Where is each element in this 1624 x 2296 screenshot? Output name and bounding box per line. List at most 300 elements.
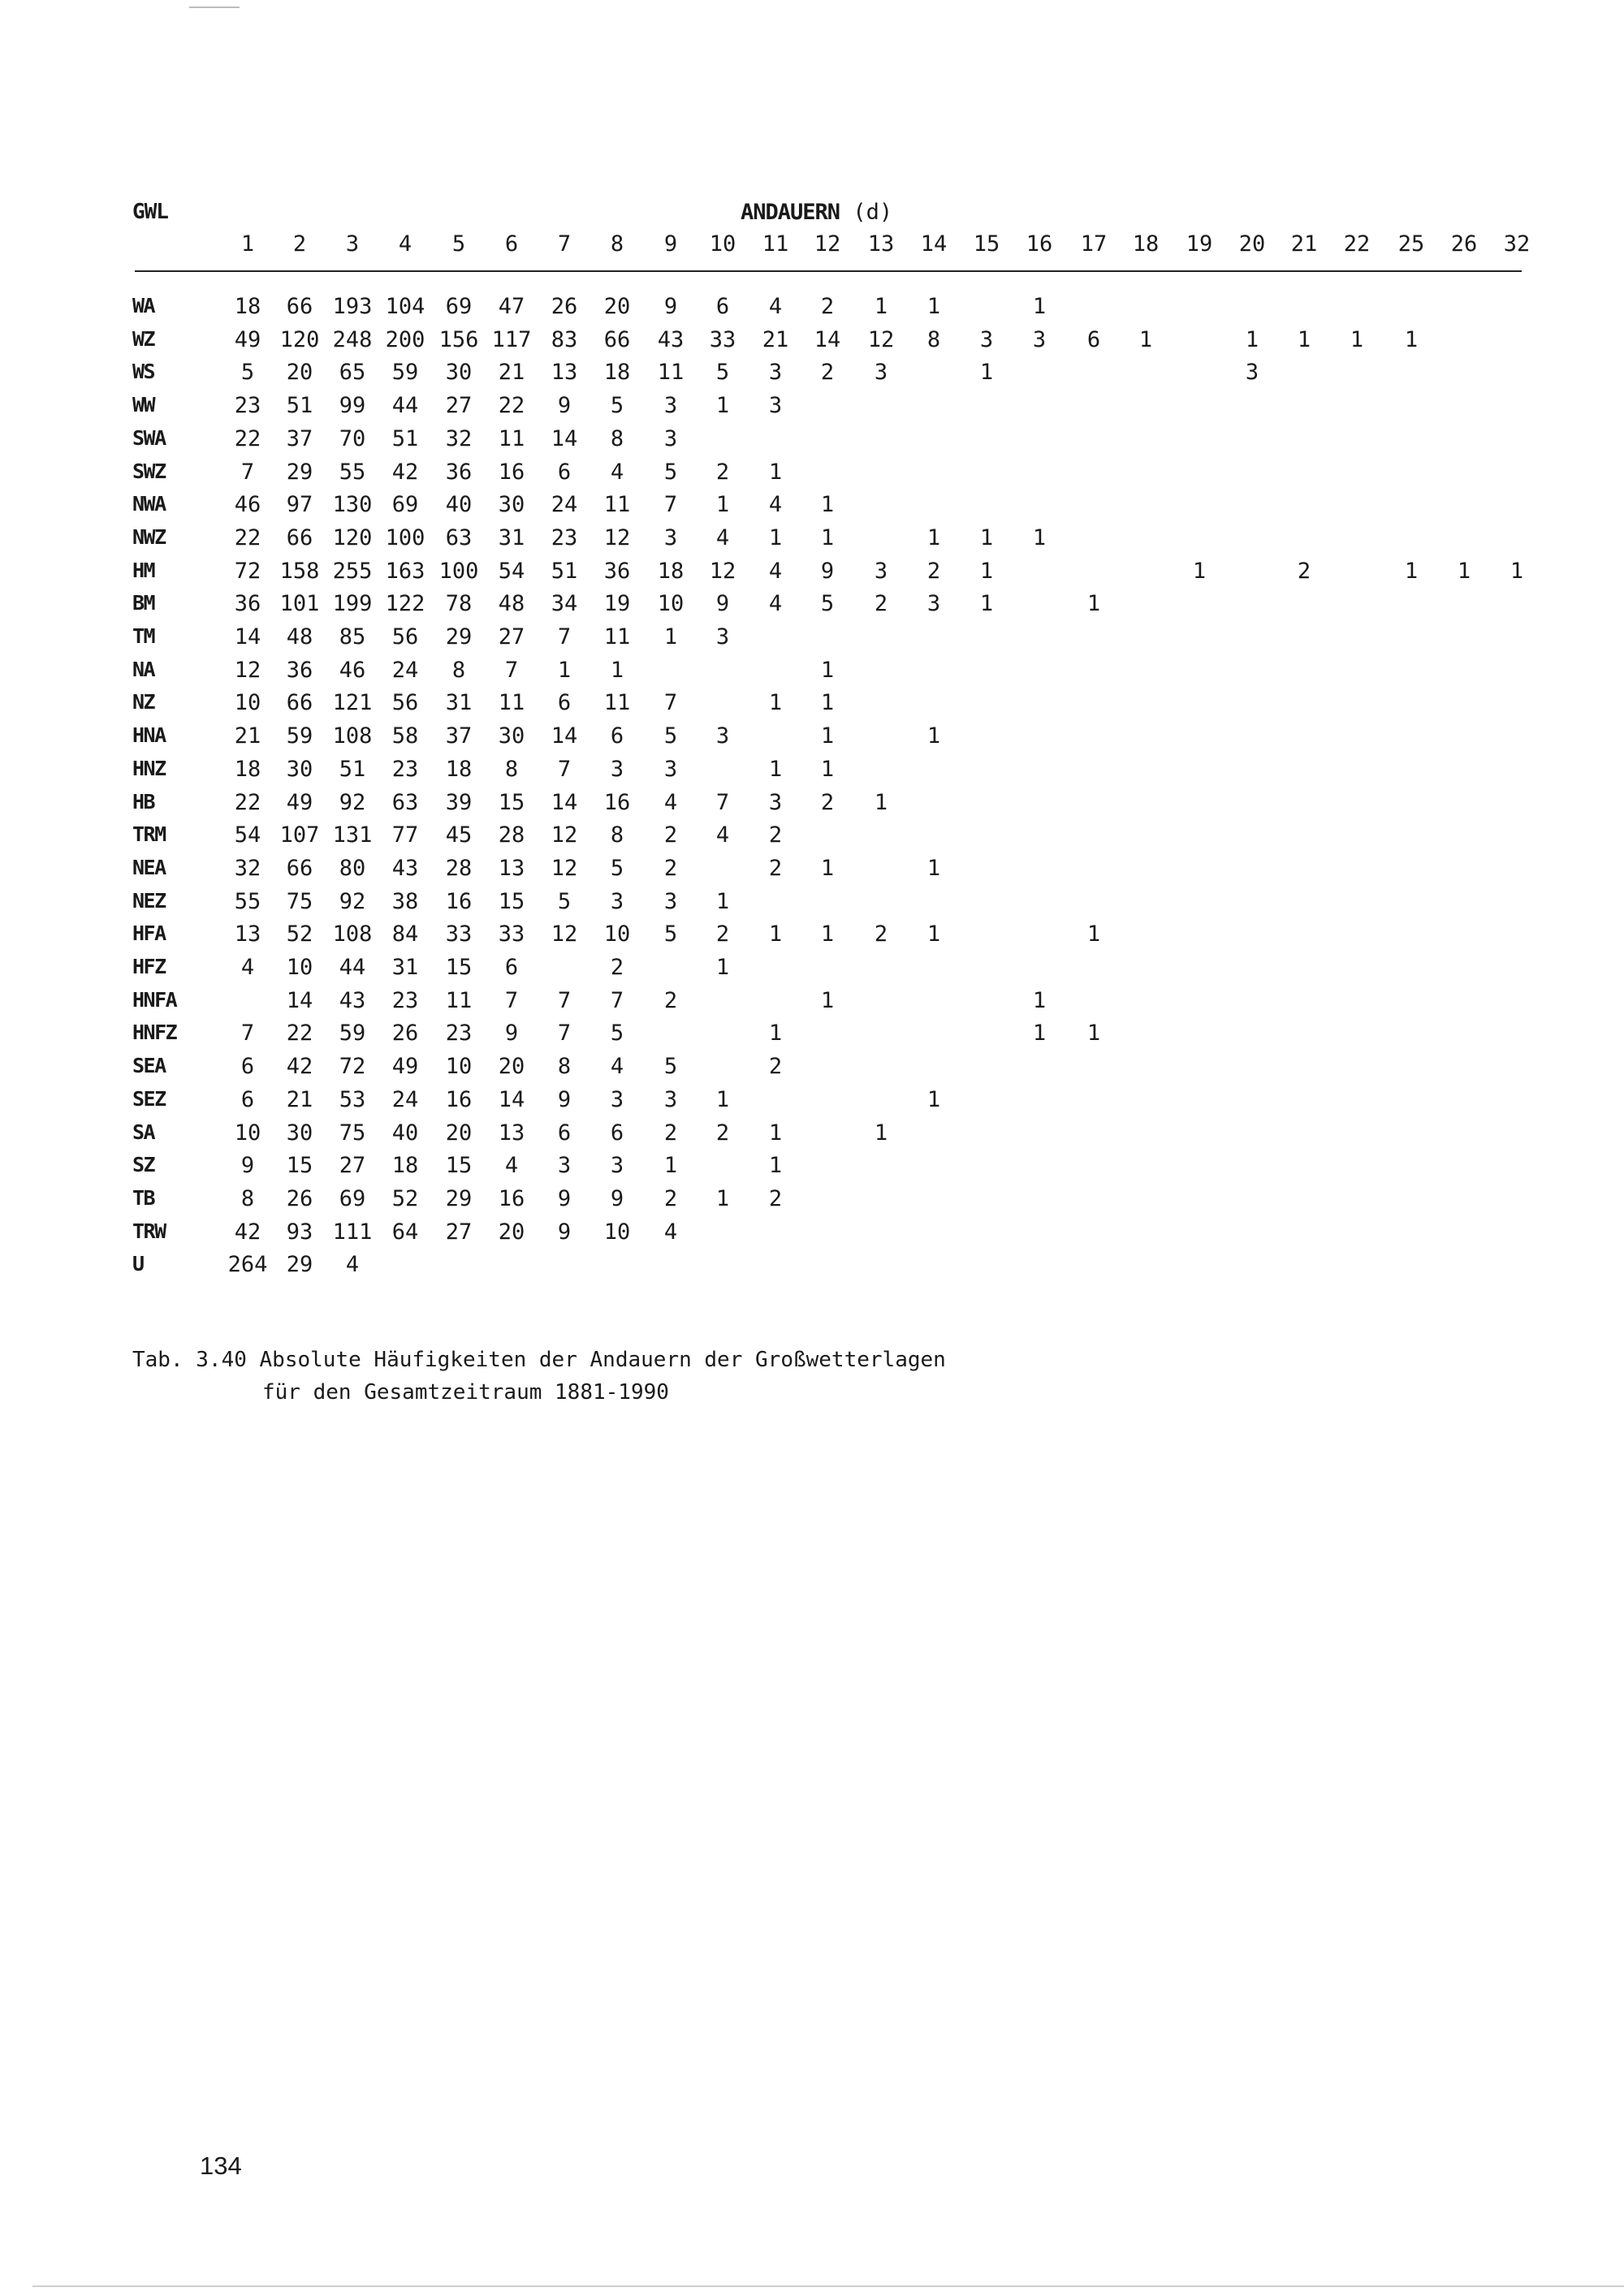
table-cell: 2 [715,921,730,947]
table-cell: 1 [1032,524,1047,550]
table-cell: 15 [286,1153,313,1179]
table-cell: 255 [332,558,373,584]
table-cell: 1 [610,657,624,683]
table-cell: 1 [1510,558,1524,584]
caption-line-1: Tab. 3.40 Absolute Häufigkeiten der Andauern der Großwetterlagen [132,1348,946,1372]
table-cell: 2 [820,294,835,319]
table-cell: 120 [332,524,373,550]
table-row [0,525,1624,558]
table-cell: 158 [279,558,320,584]
table-cell: 5 [610,1021,624,1047]
table-cell: 4 [768,492,783,518]
column-number: 5 [451,231,466,257]
table-cell: 54 [234,822,261,848]
table-cell: 2 [715,459,730,485]
table-cell: 53 [339,1086,366,1112]
table-cell: 78 [445,591,473,617]
table-cell: 49 [234,326,261,352]
table-cell: 44 [391,393,419,419]
table-cell: 2 [663,822,678,848]
table-cell: 55 [339,459,366,485]
table-cell: 8 [451,657,466,683]
table-cell: 5 [663,1054,678,1080]
table-cell: 3 [768,789,783,815]
table-cell: 93 [286,1219,313,1245]
table-row [0,889,1624,921]
column-number: 32 [1503,231,1531,257]
table-cell: 51 [339,756,366,782]
table-cell: 5 [557,888,572,914]
table-row [0,559,1624,591]
table-cell: 4 [345,1252,360,1278]
table-cell: 21 [286,1086,313,1112]
table-cell: 111 [332,1219,373,1245]
table-cell: 1 [820,524,835,550]
table-cell: 3 [610,1086,624,1112]
weather-type-code: WA [132,294,155,317]
table-cell: 264 [227,1252,268,1278]
table-cell: 14 [551,789,578,815]
table-cell: 4 [610,1054,624,1080]
table-cell: 43 [339,987,366,1013]
table-row [0,1252,1624,1284]
table-cell: 1 [768,690,783,716]
table-cell: 29 [286,459,313,485]
table-cell: 7 [504,987,519,1013]
table-cell: 3 [663,393,678,419]
table-row [0,393,1624,425]
table-cell: 10 [603,1219,631,1245]
table-cell: 56 [391,624,419,650]
table-cell: 4 [768,591,783,617]
table-cell: 7 [240,1021,255,1047]
weather-type-code: SWA [132,425,166,450]
column-number: 9 [663,231,678,257]
table-row [0,426,1624,459]
table-cell: 9 [557,393,572,419]
table-row [0,360,1624,392]
table-cell: 4 [768,558,783,584]
table-cell: 65 [339,360,366,386]
table-cell: 36 [603,558,631,584]
table-cell: 5 [240,360,255,386]
column-number: 3 [345,231,360,257]
table-row [0,1087,1624,1120]
table-cell: 63 [391,789,419,815]
table-cell: 1 [1457,558,1471,584]
table-cell: 18 [445,756,473,782]
table-cell: 1 [979,591,994,617]
table-cell: 8 [557,1054,572,1080]
table-cell: 14 [498,1086,525,1112]
table-cell: 30 [498,492,525,518]
table-cell: 11 [445,987,473,1013]
table-cell: 69 [339,1185,366,1211]
table-cell: 52 [286,921,313,947]
table-cell: 1 [663,1153,678,1179]
table-cell: 5 [715,360,730,386]
table-cell: 6 [557,1120,572,1146]
header-divider [135,270,1522,272]
table-cell: 100 [438,558,479,584]
table-cell: 56 [391,690,419,716]
table-cell: 70 [339,425,366,451]
table-cell: 30 [286,756,313,782]
table-cell: 7 [557,987,572,1013]
column-header-unit: (d) [853,200,893,225]
weather-type-code: NEA [132,855,166,879]
table-cell: 9 [820,558,835,584]
table-cell: 200 [385,326,425,352]
column-number: 6 [504,231,519,257]
table-cell: 1 [874,789,888,815]
table-row [0,294,1624,326]
table-cell: 26 [551,294,578,319]
table-cell: 2 [610,955,624,980]
table-cell: 28 [445,855,473,881]
table-cell: 4 [768,294,783,319]
table-cell: 75 [339,1120,366,1146]
column-number: 26 [1450,231,1478,257]
table-cell: 4 [504,1153,519,1179]
table-cell: 10 [234,690,261,716]
table-cell: 14 [234,624,261,650]
weather-type-code: BM [132,591,155,615]
table-cell: 58 [391,723,419,749]
table-cell: 46 [234,492,261,518]
table-cell: 1 [715,888,730,914]
weather-type-code: HNA [132,723,166,748]
weather-type-code: HB [132,789,155,814]
table-cell: 26 [391,1021,419,1047]
table-cell: 3 [557,1153,572,1179]
table-cell: 9 [715,591,730,617]
table-cell: 37 [286,425,313,451]
table-cell: 11 [603,690,631,716]
table-cell: 92 [339,888,366,914]
column-number: 13 [867,231,895,257]
table-cell: 2 [768,1185,783,1211]
table-row [0,327,1624,360]
table-cell: 19 [603,591,631,617]
weather-type-code: HNFA [132,987,177,1012]
column-number: 21 [1290,231,1318,257]
table-cell: 21 [762,326,789,352]
table-cell: 23 [391,756,419,782]
table-cell: 108 [332,921,373,947]
table-cell: 36 [286,657,313,683]
table-cell: 2 [715,1120,730,1146]
weather-type-code: SZ [132,1153,155,1177]
table-cell: 1 [1086,921,1101,947]
table-cell: 1 [768,1021,783,1047]
table-cell: 92 [339,789,366,815]
table-cell: 32 [445,425,473,451]
table-cell: 32 [234,855,261,881]
table-cell: 2 [768,1054,783,1080]
table-cell: 101 [279,591,320,617]
table-cell: 36 [445,459,473,485]
table-cell: 24 [551,492,578,518]
table-cell: 3 [768,360,783,386]
table-cell: 3 [1032,326,1047,352]
table-row [0,723,1624,756]
table-cell: 47 [498,294,525,319]
table-cell: 51 [391,425,419,451]
table-cell: 3 [610,756,624,782]
table-cell: 2 [768,822,783,848]
table-cell: 14 [551,723,578,749]
table-cell: 131 [332,822,373,848]
table-cell: 1 [1192,558,1207,584]
weather-type-code: TB [132,1185,155,1210]
column-number: 7 [557,231,572,257]
table-cell: 69 [445,294,473,319]
table-row [0,591,1624,624]
table-cell: 5 [820,591,835,617]
table-cell: 1 [715,1185,730,1211]
table-row [0,1219,1624,1252]
table-cell: 5 [663,723,678,749]
weather-type-code: SA [132,1120,155,1144]
table-cell: 46 [339,657,366,683]
column-header-main: ANDAUERN [741,200,840,225]
table-row [0,1153,1624,1185]
table-row [0,1120,1624,1153]
table-cell: 1 [820,921,835,947]
table-cell: 1 [874,1120,888,1146]
table-cell: 75 [286,888,313,914]
table-cell: 4 [663,1219,678,1245]
table-cell: 1 [820,987,835,1013]
page-number: 134 [200,2151,242,2180]
table-cell: 7 [557,1021,572,1047]
table-cell: 42 [286,1054,313,1080]
table-cell: 156 [438,326,479,352]
table-cell: 2 [663,987,678,1013]
table-cell: 18 [234,294,261,319]
table-cell: 2 [874,591,888,617]
weather-type-code: NEZ [132,888,166,913]
table-cell: 1 [1086,1021,1101,1047]
table-row [0,1186,1624,1219]
table-cell: 51 [286,393,313,419]
weather-type-code: WS [132,360,155,384]
table-cell: 63 [445,524,473,550]
table-cell: 2 [663,855,678,881]
table-cell: 66 [286,690,313,716]
table-cell: 66 [603,326,631,352]
table-row [0,856,1624,888]
table-cell: 23 [445,1021,473,1047]
column-number: 8 [610,231,624,257]
table-cell: 2 [874,921,888,947]
weather-type-code: U [132,1252,144,1276]
table-cell: 97 [286,492,313,518]
table-cell: 1 [715,492,730,518]
table-cell: 2 [768,855,783,881]
table-cell: 1 [1404,558,1419,584]
table-cell: 7 [663,492,678,518]
table-cell: 20 [498,1054,525,1080]
table-cell: 11 [657,360,685,386]
table-cell: 45 [445,822,473,848]
table-cell: 15 [498,888,525,914]
table-cell: 48 [498,591,525,617]
table-cell: 30 [445,360,473,386]
table-cell: 33 [498,921,525,947]
table-cell: 24 [391,657,419,683]
table-cell: 29 [445,1185,473,1211]
table-cell: 1 [820,657,835,683]
table-cell: 33 [445,921,473,947]
table-cell: 1 [768,459,783,485]
table-cell: 3 [663,1086,678,1112]
table-cell: 66 [286,524,313,550]
table-cell: 6 [610,723,624,749]
weather-type-code: TRM [132,822,166,847]
table-row [0,658,1624,690]
table-cell: 1 [1032,294,1047,319]
table-row [0,955,1624,987]
table-cell: 3 [979,326,994,352]
table-cell: 1 [926,294,941,319]
column-number: 19 [1186,231,1213,257]
table-cell: 33 [709,326,736,352]
table-cell: 11 [603,492,631,518]
table-cell: 22 [234,789,261,815]
table-cell: 12 [551,822,578,848]
table-cell: 163 [385,558,425,584]
table-cell: 18 [234,756,261,782]
table-cell: 49 [286,789,313,815]
table-cell: 4 [240,955,255,980]
table-cell: 1 [926,921,941,947]
table-cell: 3 [768,393,783,419]
table-cell: 3 [926,591,941,617]
weather-type-code: HFA [132,921,166,946]
table-cell: 14 [286,987,313,1013]
table-cell: 28 [498,822,525,848]
table-cell: 1 [768,524,783,550]
table-row [0,988,1624,1021]
table-cell: 34 [551,591,578,617]
table-cell: 27 [445,393,473,419]
table-cell: 22 [234,524,261,550]
table-cell: 2 [663,1185,678,1211]
column-number: 15 [973,231,1000,257]
table-cell: 77 [391,822,419,848]
table-cell: 9 [557,1086,572,1112]
table-cell: 37 [445,723,473,749]
table-cell: 40 [445,492,473,518]
table-cell: 27 [445,1219,473,1245]
table-cell: 84 [391,921,419,947]
table-cell: 12 [234,657,261,683]
table-cell: 22 [498,393,525,419]
table-cell: 22 [286,1021,313,1047]
table-cell: 20 [445,1120,473,1146]
table-cell: 69 [391,492,419,518]
table-cell: 1 [768,921,783,947]
table-cell: 83 [551,326,578,352]
weather-type-code: NWZ [132,524,166,549]
column-number: 20 [1238,231,1266,257]
table-cell: 51 [551,558,578,584]
table-cell: 107 [279,822,320,848]
weather-type-code: TRW [132,1219,166,1243]
table-cell: 7 [715,789,730,815]
table-cell: 55 [234,888,261,914]
table-cell: 52 [391,1185,419,1211]
table-cell: 64 [391,1219,419,1245]
row-header-label: GWL [132,200,168,224]
table-cell: 27 [498,624,525,650]
table-cell: 1 [820,723,835,749]
table-cell: 20 [498,1219,525,1245]
table-cell: 15 [498,789,525,815]
table-row [0,921,1624,954]
table-cell: 1 [979,524,994,550]
table-cell: 54 [498,558,525,584]
table-cell: 6 [610,1120,624,1146]
weather-type-code: SEA [132,1054,166,1078]
table-cell: 2 [1297,558,1311,584]
table-cell: 14 [551,425,578,451]
table-cell: 23 [551,524,578,550]
column-number: 1 [240,231,255,257]
table-cell: 3 [663,524,678,550]
table-cell: 18 [391,1153,419,1179]
table-cell: 4 [715,524,730,550]
table-cell: 1 [768,1120,783,1146]
table-cell: 10 [234,1120,261,1146]
table-cell: 3 [715,624,730,650]
table-cell: 1 [715,1086,730,1112]
table-cell: 31 [445,690,473,716]
table-cell: 8 [610,425,624,451]
table-cell: 21 [498,360,525,386]
table-row [0,492,1624,524]
table-cell: 66 [286,294,313,319]
table-cell: 12 [551,921,578,947]
table-cell: 13 [498,855,525,881]
table-cell: 11 [498,425,525,451]
table-cell: 100 [385,524,425,550]
table-cell: 2 [926,558,941,584]
column-number: 4 [398,231,412,257]
table-cell: 13 [551,360,578,386]
table-row [0,690,1624,723]
table-cell: 104 [385,294,425,319]
table-row [0,1054,1624,1086]
table-cell: 72 [339,1054,366,1080]
table-cell: 7 [504,657,519,683]
table-cell: 21 [234,723,261,749]
table-cell: 1 [1138,326,1153,352]
bottom-edge-line [32,2285,1624,2287]
table-cell: 31 [498,524,525,550]
table-cell: 1 [768,1153,783,1179]
table-cell: 80 [339,855,366,881]
table-cell: 1 [1032,1021,1047,1047]
table-cell: 7 [610,987,624,1013]
weather-type-code: HNFZ [132,1021,177,1045]
table-cell: 1 [715,955,730,980]
column-number: 16 [1026,231,1053,257]
table-cell: 8 [926,326,941,352]
table-cell: 3 [874,558,888,584]
